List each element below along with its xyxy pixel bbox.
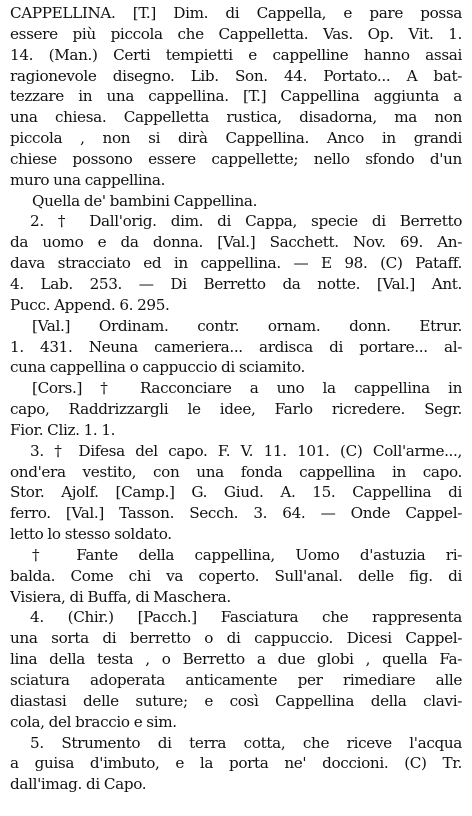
sense-5-line: 5. Strumento di terra cotta, che riceve l'acqua [30,733,462,752]
entry-line: [Cors.] † Racconciare a uno la cappellina in [32,379,462,398]
entry-line: Pucc. Append. 6. 295. [10,295,170,314]
sense-2-line: 2. † Dall'orig. dim. di Cappa, specie di Berretto [30,212,462,231]
entry-line: Visiera, di Buffa, di Maschera. [10,587,231,606]
entry-line: balda. Come chi va coperto. Sull'anal. delle fig. di [10,566,462,585]
sense-3-line: 3. † Difesa del capo. F. V. 11. 101. (C) Coll'arme..., [30,441,462,460]
entry-line: cuna cappellina o cappuccio di sciamito. [10,358,305,377]
entry-line: 14. (Man.) Certi tempietti e cappelline hanno assai [10,45,462,64]
entry-line: dava stracciato ed in cappellina. — E 98. (C) Pataff. [10,254,462,273]
entry-line-headword: CAPPELLINA. [T.] Dim. di Cappella, e pare possa [10,4,462,22]
entry-line: dall'imag. di Capo. [10,775,147,794]
entry-line: † Fante della cappellina, Uomo d'astuzia ri- [32,545,462,564]
entry-line: Quella de' bambini Cappellina. [32,191,258,210]
entry-line: Stor. Ajolf. [Camp.] G. Giud. A. 15. Cappellina di [10,483,462,502]
entry-line: una chiesa. Cappelletta rustica, disadorna, ma non [10,108,462,127]
entry-line: tezzare in una cappellina. [T.] Cappellina aggiunta a [10,87,462,106]
entry-line: cola, del braccio e sim. [10,712,177,731]
entry-line: a guisa d'imbuto, e la porta ne' doccioni. (C) Tr. [10,754,462,773]
entry-line: letto lo stesso soldato. [10,525,172,544]
entry-line: diastasi delle suture; e così Cappellina della clavi- [10,691,462,710]
entry-line: ragionevole disegno. Lib. Son. 44. Portato... A bat- [10,66,462,85]
entry-line: chiese possono essere cappellette; nello sfondo d'un [10,149,462,168]
entry-line: ond'era vestito, con una fonda cappellina in capo. [10,462,462,481]
entry-line: Fior. Cliz. 1. 1. [10,420,116,439]
entry-line: ferro. [Val.] Tasson. Secch. 3. 64. — Onde Cappel- [10,504,462,523]
entry-line: muro una cappellina. [10,170,166,189]
entry-line: sciatura adoperata anticamente per rimediare alle [10,671,462,689]
entry-line: da uomo e da donna. [Val.] Sacchett. Nov. 69. An- [10,233,462,252]
entry-line: [Val.] Ordinam. contr. ornam. donn. Etrur. [32,316,462,335]
entry-line: 4. Lab. 253. — Di Berretto da notte. [Val.] Ant. [10,274,462,293]
entry-line: 1. 431. Neuna cameriera... ardisca di portare... al- [10,337,462,356]
entry-line: piccola , non si dirà Cappellina. Anco in grandi [10,129,462,148]
sense-4-line: 4. (Chir.) [Pacch.] Fasciatura che rappresenta [30,608,462,627]
entry-line: capo, Raddrizzargli le idee, Farlo ricredere. Segr. [10,400,462,419]
entry-line: essere più piccola che Cappelletta. Vas. Op. Vit. 1. [10,24,462,43]
entry-line: lina della testa , o Berretto a due globi , quella Fa- [10,650,462,669]
entry-line: una sorta di berretto o di cappuccio. Dicesi Cappel- [10,629,462,648]
